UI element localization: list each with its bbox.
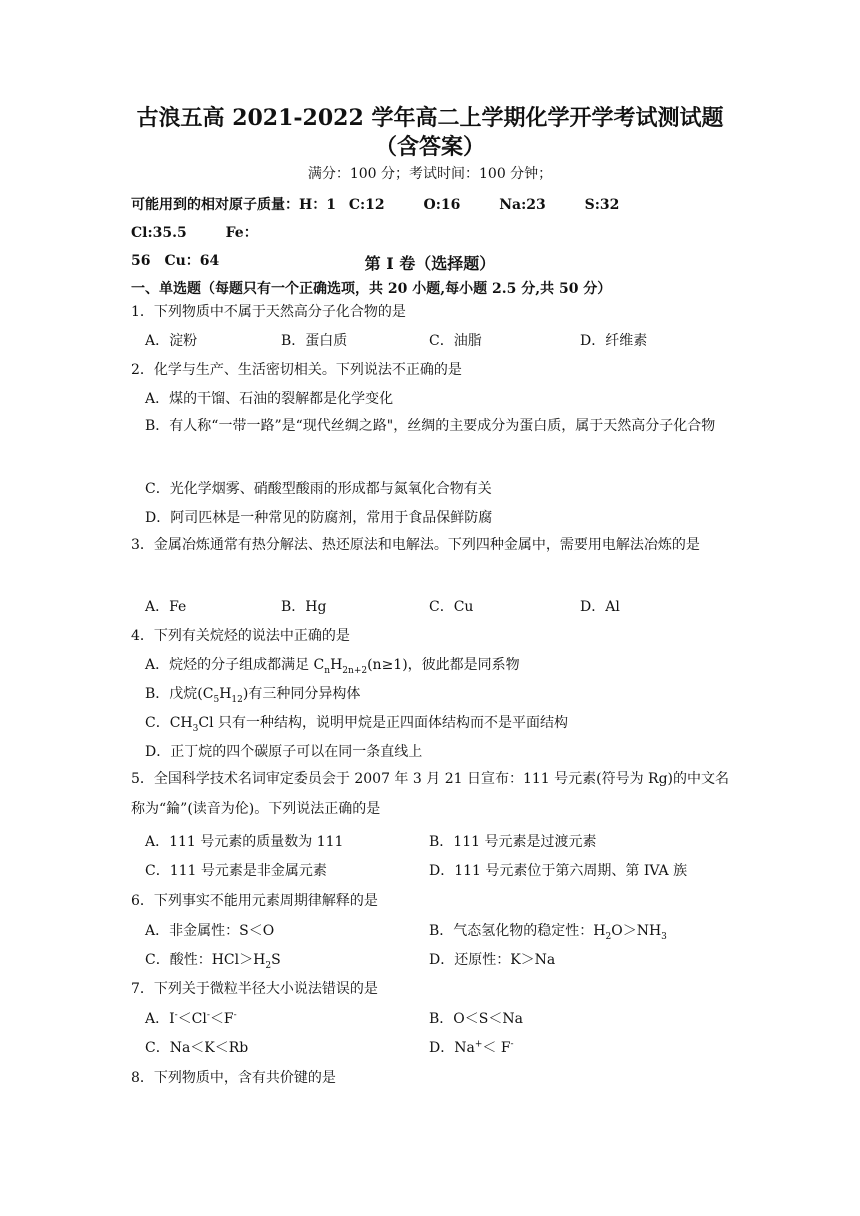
q1-option-b: B．蛋白质 xyxy=(281,333,348,349)
q3-option-b: B．Hg xyxy=(281,599,327,615)
q7-option-d: D．Na+＜ F- xyxy=(429,1039,514,1056)
q6-option-c: C．酸性：$HCl>H_2S$ xyxy=(145,952,281,971)
q5-option-b: B．111 号元素是过渡元素 xyxy=(429,834,597,850)
q6-option-d: D．还原性：K＞Na xyxy=(429,952,556,968)
q5-option-d: D．111 号元素位于第六周期、第 IVA 族 xyxy=(429,863,688,879)
q4-option-a: A．烷烃的分子组成都满足 $C_nH_{2n+2}(n\ge 1)$，彼此都是同系物 xyxy=(145,657,520,676)
q4-option-b: B．戊烷$(C_5H_{12})$有三种同分异构体 xyxy=(145,686,361,705)
exam-meta: 满分：100 分；考试时间：100 分钟； xyxy=(307,166,553,182)
question-1-stem: 1．下列物质中不属于天然高分子化合物的是 xyxy=(131,304,406,320)
q2-option-d: D．阿司匹林是一种常见的防腐剂，常用于食品保鲜防腐 xyxy=(145,510,493,526)
q3-option-d: D．Al xyxy=(580,599,620,615)
atomic-masses: 可能用到的相对原子质量：H：1 C:12 O:16 Na:23 S:32 Cl:35.5 Fe： 56 Cu：64 xyxy=(131,197,620,269)
q2-option-b: B．有人称“一带一路”是“现代丝绸之路"，丝绸的主要成分为蛋白质，属于天然高分子化合物 xyxy=(145,418,716,434)
question-3-stem: 3．金属冶炼通常有热分解法、热还原法和电解法。下列四种金属中，需要用电解法冶炼的是 xyxy=(131,537,700,553)
q2-option-c: C．光化学烟雾、硝酸型酸雨的形成都与氮氧化合物有关 xyxy=(145,481,492,497)
question-2-stem: 2．化学与生产、生活密切相关。下列说法不正确的是 xyxy=(131,362,462,378)
q4-option-c: C．$CH_3Cl$ 只有一种结构，说明甲烷是正四面体结构而不是平面结构 xyxy=(145,715,569,734)
question-4-stem: 4．下列有关烷烃的说法中正确的是 xyxy=(131,628,350,644)
q5-option-c: C．111 号元素是非金属元素 xyxy=(145,863,327,879)
q3-option-c: C．Cu xyxy=(429,599,474,615)
q6-option-a: A．非金属性：S＜O xyxy=(145,923,275,939)
q2-option-a: A．煤的干馏、石油的裂解都是化学变化 xyxy=(145,391,394,407)
q7-option-a: A．I-＜Cl-＜F- xyxy=(145,1010,237,1027)
page-title: 古浪五高 2021-2022 学年高二上学期化学开学考试测试题（含答案） xyxy=(136,105,724,160)
q1-option-d: D．纤维素 xyxy=(580,333,648,349)
q1-option-c: C．油脂 xyxy=(429,333,482,349)
q4-option-d: D．正丁烷的四个碳原子可以在同一条直线上 xyxy=(145,744,423,760)
question-5-stem: 5．全国科学技术名词审定委员会于 2007 年 3 月 21 日宣布：111 号元素(符号为 Rg)的中文名称为“錀”(读音为伦)。下列说法正确的是 xyxy=(131,771,730,817)
q7-option-c: C．Na＜K＜Rb xyxy=(145,1040,249,1056)
section-title: 第 I 卷（选择题） xyxy=(364,254,496,273)
q3-option-a: A．Fe xyxy=(145,599,187,615)
question-8-stem: 8．下列物质中，含有共价键的是 xyxy=(131,1070,336,1086)
q7-option-b: B．O＜S＜Na xyxy=(429,1011,523,1027)
q1-option-a: A．淀粉 xyxy=(145,333,198,349)
question-7-stem: 7．下列关于微粒半径大小说法错误的是 xyxy=(131,981,378,997)
part-heading: 一、单选题（每题只有一个正确选项，共 20 小题,每小题 2.5 分,共 50 分） xyxy=(131,281,612,297)
q5-option-a: A．111 号元素的质量数为 111 xyxy=(145,834,344,850)
question-6-stem: 6．下列事实不能用元素周期律解释的是 xyxy=(131,893,378,909)
q6-option-b: B．气态氢化物的稳定性：$H_2O>NH_3$ xyxy=(429,923,667,942)
